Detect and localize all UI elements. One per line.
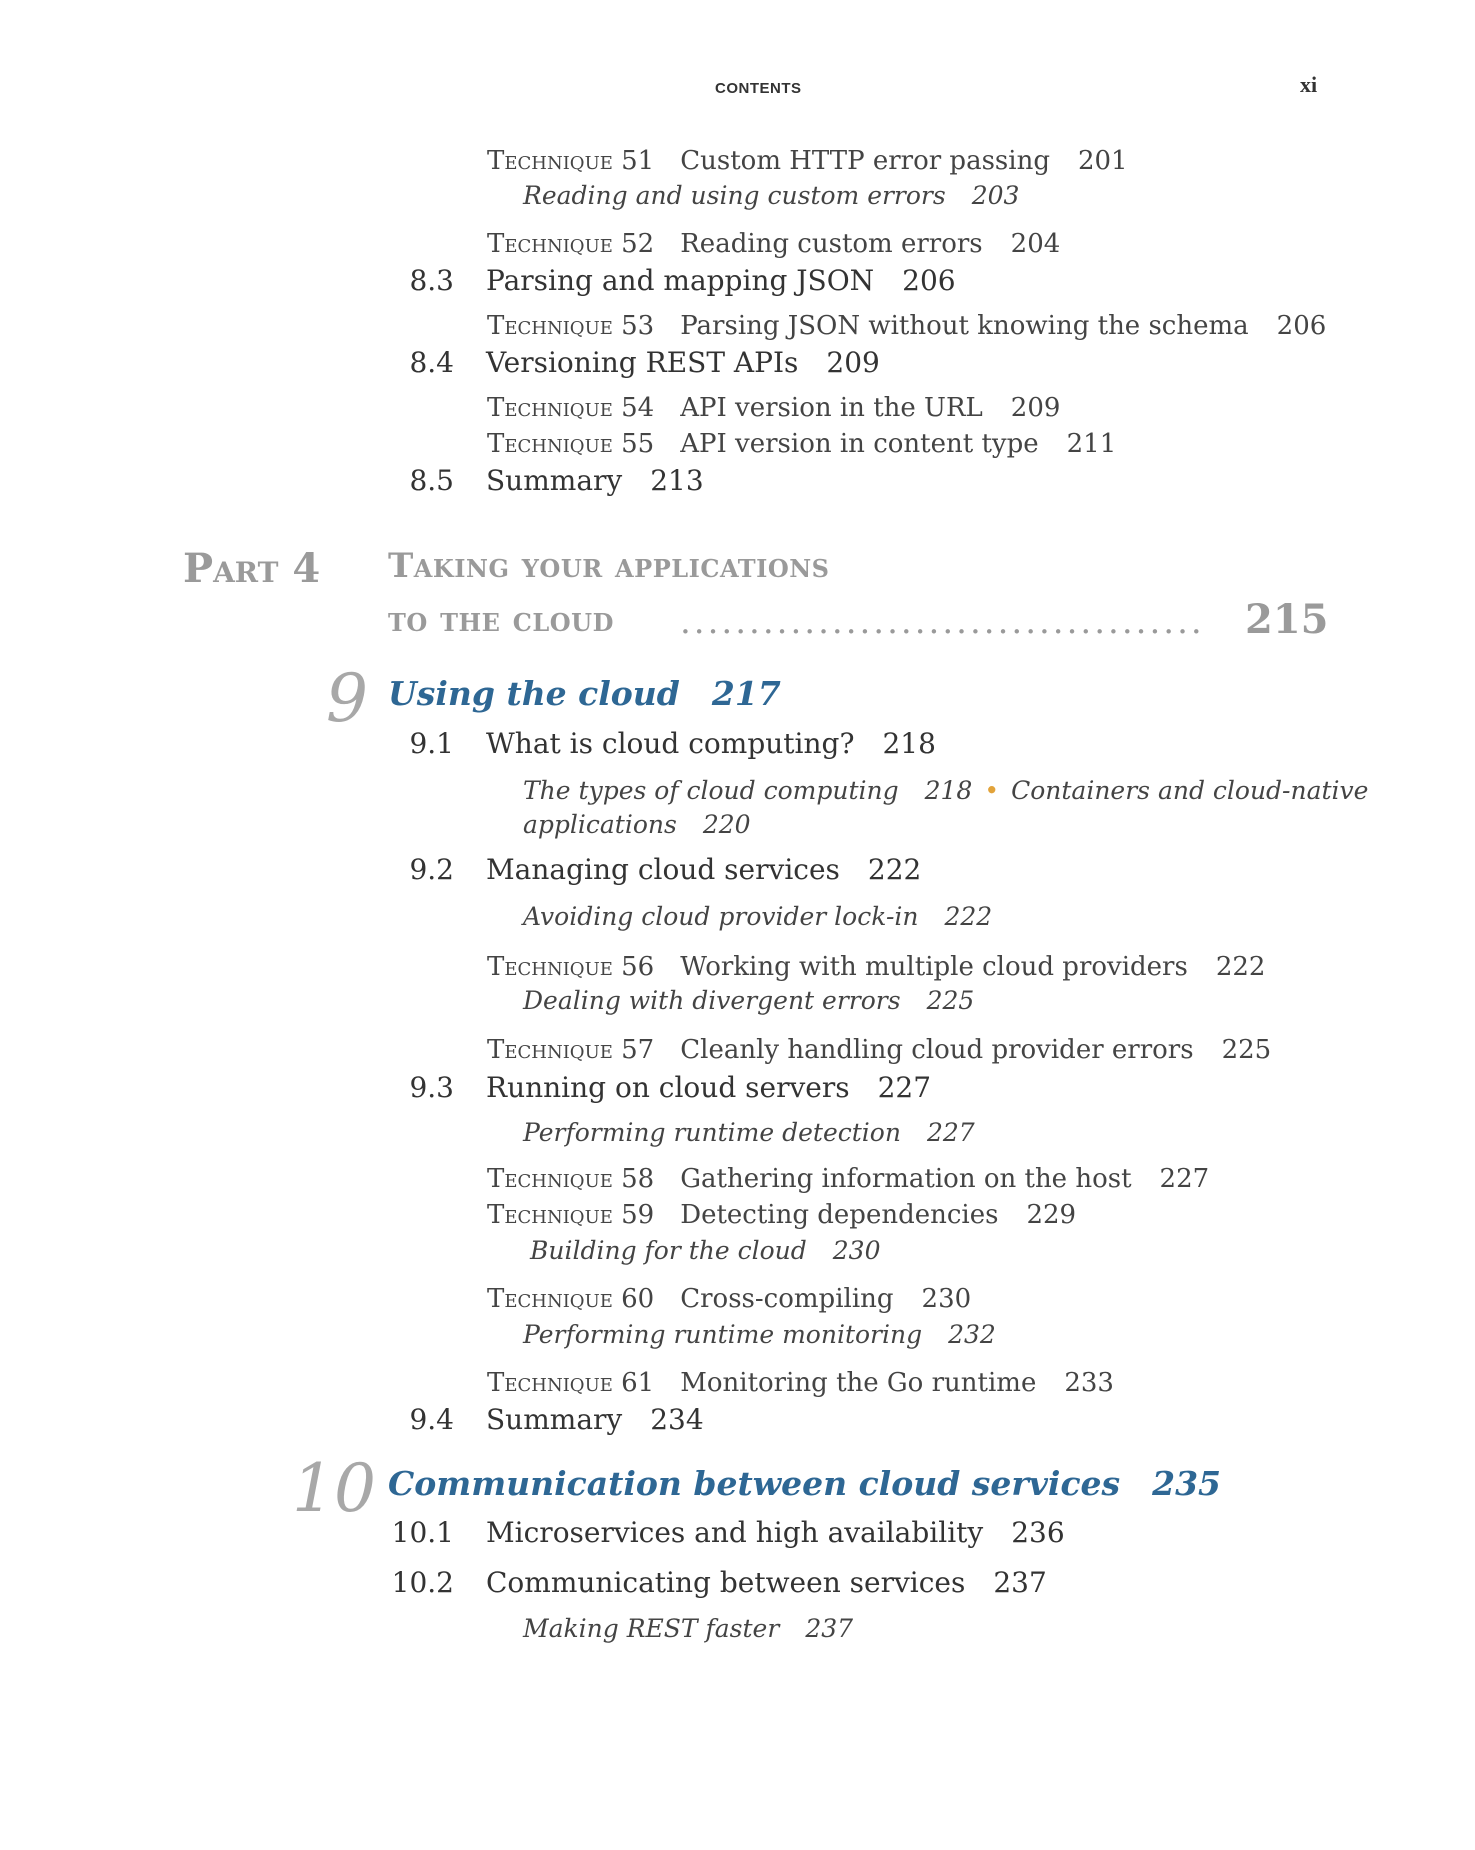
page-ref: 227 xyxy=(1159,1164,1210,1194)
section-number: 8.5 xyxy=(409,464,454,497)
technique-title: Detecting dependencies xyxy=(680,1200,999,1230)
subtopic-entry[interactable] xyxy=(523,1614,853,1643)
page-ref: 230 xyxy=(921,1284,972,1314)
page-ref: 227 xyxy=(877,1071,932,1104)
technique-label: Technique 57 xyxy=(487,1035,655,1065)
section-8-5-entry[interactable] xyxy=(380,464,704,497)
subtopic-title: Performing runtime detection xyxy=(523,1118,901,1147)
section-9-1-entry[interactable] xyxy=(380,727,936,760)
technique-title: API version in content type xyxy=(680,429,1039,459)
page-ref: 203 xyxy=(971,181,1020,210)
subtopic-title: Containers and cloud-native xyxy=(1011,776,1369,805)
technique-55-entry[interactable] xyxy=(487,429,1116,459)
section-title: Communicating between services xyxy=(486,1566,966,1599)
section-number: 9.2 xyxy=(409,853,454,886)
part-title-line-1[interactable]: Taking your applications xyxy=(388,546,830,586)
subtopic-title: Reading and using custom errors xyxy=(523,181,946,210)
subtopic-title: The types of cloud computing xyxy=(523,776,899,805)
section-number: 8.4 xyxy=(409,346,454,379)
page-ref: 234 xyxy=(650,1403,704,1436)
chapter-title: Using the cloud xyxy=(388,674,680,713)
section-9-2-entry[interactable] xyxy=(380,853,921,886)
section-number: 10.2 xyxy=(391,1566,454,1599)
chapter-title: Communication between cloud services xyxy=(388,1464,1121,1503)
subtopic-entry[interactable] xyxy=(523,1118,975,1147)
section-8-3-entry[interactable] xyxy=(380,264,956,297)
section-number: 9.3 xyxy=(409,1071,454,1104)
technique-title: Reading custom errors xyxy=(680,229,983,259)
section-title: Running on cloud servers xyxy=(486,1071,850,1104)
technique-title: API version in the URL xyxy=(680,393,983,423)
page-ref: 201 xyxy=(1077,146,1128,176)
page-ref: 235 xyxy=(1152,1464,1221,1503)
subtopic-entry[interactable] xyxy=(523,776,1368,805)
section-title: Managing cloud services xyxy=(486,853,840,886)
section-8-4-entry[interactable] xyxy=(380,346,880,379)
page-ref: 232 xyxy=(948,1320,996,1349)
subtopic-title: Performing runtime monitoring xyxy=(523,1320,923,1349)
section-title: Versioning REST APIs xyxy=(486,346,799,379)
subtopic-title: Building for the cloud xyxy=(530,1236,807,1265)
subtopic-entry[interactable] xyxy=(523,181,1019,210)
page-ref: 213 xyxy=(650,464,704,497)
chapter-10-title[interactable] xyxy=(388,1464,1221,1503)
technique-59-entry[interactable] xyxy=(487,1200,1076,1230)
technique-51-entry[interactable] xyxy=(487,146,1128,176)
page-ref: 237 xyxy=(993,1566,1047,1599)
section-title: Microservices and high availability xyxy=(486,1516,984,1549)
section-title: What is cloud computing? xyxy=(486,727,855,760)
page-ref: 227 xyxy=(926,1118,975,1147)
technique-52-entry[interactable] xyxy=(487,229,1060,259)
section-number: 9.1 xyxy=(409,727,454,760)
page-ref: 217 xyxy=(711,674,781,713)
part-page-ref: 215 xyxy=(1245,596,1329,643)
section-9-4-entry[interactable] xyxy=(380,1403,704,1436)
technique-57-entry[interactable] xyxy=(487,1035,1271,1065)
running-header-title: CONTENTS xyxy=(715,80,802,97)
page-ref: 236 xyxy=(1011,1516,1065,1549)
technique-label: Technique 54 xyxy=(487,393,655,423)
page-ref: 237 xyxy=(805,1614,854,1643)
technique-61-entry[interactable] xyxy=(487,1368,1114,1398)
technique-label: Technique 52 xyxy=(487,229,655,259)
section-number: 10.1 xyxy=(391,1516,454,1549)
part-label: Part 4 xyxy=(183,545,321,592)
page-ref: 209 xyxy=(1010,393,1061,423)
chapter-9-title[interactable] xyxy=(388,674,781,713)
technique-title: Cleanly handling cloud provider errors xyxy=(680,1035,1194,1065)
section-number: 9.4 xyxy=(409,1403,454,1436)
technique-title: Cross-compiling xyxy=(680,1284,894,1314)
technique-label: Technique 51 xyxy=(487,146,655,176)
technique-label: Technique 58 xyxy=(487,1164,655,1194)
subtopic-title: Avoiding cloud provider lock-in xyxy=(523,902,919,931)
page-ref: 220 xyxy=(702,810,751,839)
technique-56-entry[interactable] xyxy=(487,952,1265,982)
subtopic-entry[interactable] xyxy=(530,1236,880,1265)
subtopic-title: applications xyxy=(523,810,677,839)
page-ref: 204 xyxy=(1010,229,1061,259)
technique-label: Technique 55 xyxy=(487,429,655,459)
section-title: Summary xyxy=(486,464,623,497)
technique-title: Gathering information on the host xyxy=(680,1164,1132,1194)
chapter-number: 10 xyxy=(292,1450,376,1527)
subtopic-entry[interactable] xyxy=(523,1320,996,1349)
technique-label: Technique 61 xyxy=(487,1368,655,1398)
chapter-number: 9 xyxy=(326,660,368,737)
technique-label: Technique 59 xyxy=(487,1200,655,1230)
page-ref: 211 xyxy=(1066,429,1117,459)
technique-label: Technique 56 xyxy=(487,952,655,982)
section-title: Parsing and mapping JSON xyxy=(486,264,875,297)
technique-title: Custom HTTP error passing xyxy=(680,146,1050,176)
subtopic-entry[interactable] xyxy=(523,902,992,931)
page-ref: 218 xyxy=(882,727,936,760)
page-ref: 222 xyxy=(944,902,993,931)
section-title: Summary xyxy=(486,1403,623,1436)
technique-title: Working with multiple cloud providers xyxy=(680,952,1188,982)
section-10-1-entry[interactable] xyxy=(380,1516,1065,1549)
section-number: 8.3 xyxy=(409,264,454,297)
page-ref: 230 xyxy=(832,1236,881,1265)
page-number: xi xyxy=(1300,72,1318,97)
page-ref: 206 xyxy=(1276,311,1327,341)
section-9-3-entry[interactable] xyxy=(380,1071,931,1104)
page-ref: 209 xyxy=(826,346,880,379)
technique-label: Technique 60 xyxy=(487,1284,655,1314)
page-ref: 222 xyxy=(1215,952,1266,982)
subtopic-entry-continued[interactable] xyxy=(523,810,751,839)
page-ref: 225 xyxy=(1221,1035,1272,1065)
technique-title: Monitoring the Go runtime xyxy=(680,1368,1037,1398)
page-ref: 218 xyxy=(924,776,973,805)
subtopic-title: Dealing with divergent errors xyxy=(523,986,901,1015)
technique-53-entry[interactable] xyxy=(487,311,1326,341)
technique-60-entry[interactable] xyxy=(487,1284,971,1314)
subtopic-entry[interactable] xyxy=(523,986,974,1015)
page-ref: 206 xyxy=(902,264,956,297)
part-title-line-2[interactable]: to the cloud xyxy=(388,600,614,640)
section-10-2-entry[interactable] xyxy=(380,1566,1047,1599)
subtopic-title: Making REST faster xyxy=(523,1614,780,1643)
page-ref: 222 xyxy=(867,853,922,886)
technique-title: Parsing JSON without knowing the schema xyxy=(680,311,1249,341)
leader-dots: ...................................... xyxy=(680,602,1205,642)
page-ref: 225 xyxy=(926,986,975,1015)
bullet-separator-icon: • xyxy=(984,776,1000,805)
technique-54-entry[interactable] xyxy=(487,393,1060,423)
technique-58-entry[interactable] xyxy=(487,1164,1209,1194)
page-ref: 229 xyxy=(1026,1200,1077,1230)
technique-label: Technique 53 xyxy=(487,311,655,341)
page-ref: 233 xyxy=(1064,1368,1114,1398)
